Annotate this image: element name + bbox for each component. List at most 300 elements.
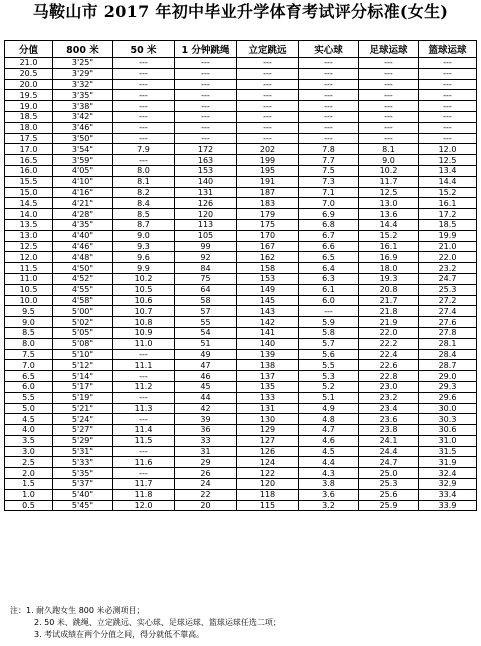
cell-basketball-dribble: 32.9 bbox=[419, 479, 477, 490]
table-row bbox=[5, 489, 477, 500]
cell-50m: 11.1 bbox=[113, 360, 175, 371]
cell-score: 9.0 bbox=[5, 317, 53, 328]
table-body bbox=[5, 58, 477, 511]
cell-standing-long-jump: 195 bbox=[237, 165, 299, 176]
cell-football-dribble: 10.2 bbox=[359, 165, 419, 176]
cell-score: 18.0 bbox=[5, 122, 53, 133]
cell-standing-long-jump: 142 bbox=[237, 317, 299, 328]
score-table bbox=[4, 40, 477, 511]
cell-medicine-ball: 4.8 bbox=[299, 414, 359, 425]
table-row bbox=[5, 176, 477, 187]
cell-medicine-ball: 7.0 bbox=[299, 198, 359, 209]
cell-rope-skipping: 58 bbox=[175, 295, 237, 306]
cell-basketball-dribble: 28.1 bbox=[419, 338, 477, 349]
table-row bbox=[5, 381, 477, 392]
cell-basketball-dribble: 30.0 bbox=[419, 403, 477, 414]
header-medicine-ball: 实心球 bbox=[299, 41, 359, 58]
cell-standing-long-jump: 126 bbox=[237, 446, 299, 457]
cell-50m: 8.0 bbox=[113, 165, 175, 176]
cell-football-dribble: 24.7 bbox=[359, 457, 419, 468]
cell-standing-long-jump: --- bbox=[237, 133, 299, 144]
cell-50m: 10.9 bbox=[113, 327, 175, 338]
cell-50m: --- bbox=[113, 392, 175, 403]
header-score: 分值 bbox=[5, 41, 53, 58]
cell-football-dribble: --- bbox=[359, 90, 419, 101]
cell-score: 18.5 bbox=[5, 111, 53, 122]
cell-football-dribble: --- bbox=[359, 68, 419, 79]
cell-basketball-dribble: --- bbox=[419, 79, 477, 90]
cell-rope-skipping: 126 bbox=[175, 198, 237, 209]
cell-800m: 4'48" bbox=[53, 252, 113, 263]
cell-football-dribble: --- bbox=[359, 111, 419, 122]
cell-football-dribble: 23.4 bbox=[359, 403, 419, 414]
cell-football-dribble: 25.9 bbox=[359, 500, 419, 511]
cell-medicine-ball: 6.3 bbox=[299, 273, 359, 284]
cell-50m: 8.2 bbox=[113, 187, 175, 198]
cell-medicine-ball: 4.9 bbox=[299, 403, 359, 414]
note-2: 2. 50 米、跳绳、立定跳远、实心球、足球运球、篮球运球任选二项； bbox=[34, 618, 281, 627]
cell-medicine-ball: 3.6 bbox=[299, 489, 359, 500]
table-row bbox=[5, 446, 477, 457]
cell-score: 13.0 bbox=[5, 230, 53, 241]
cell-score: 7.0 bbox=[5, 360, 53, 371]
cell-standing-long-jump: 137 bbox=[237, 371, 299, 382]
cell-score: 11.0 bbox=[5, 273, 53, 284]
cell-800m: 5'17" bbox=[53, 381, 113, 392]
cell-50m: 10.5 bbox=[113, 284, 175, 295]
cell-rope-skipping: 153 bbox=[175, 165, 237, 176]
cell-score: 10.5 bbox=[5, 284, 53, 295]
cell-score: 14.0 bbox=[5, 209, 53, 220]
cell-medicine-ball: 6.4 bbox=[299, 263, 359, 274]
document-title: 马鞍山市 2017 年初中毕业升学体育考试评分标准(女生) bbox=[32, 2, 449, 21]
cell-score: 5.0 bbox=[5, 403, 53, 414]
cell-football-dribble: 12.5 bbox=[359, 187, 419, 198]
cell-medicine-ball: --- bbox=[299, 133, 359, 144]
cell-standing-long-jump: 139 bbox=[237, 349, 299, 360]
cell-rope-skipping: 24 bbox=[175, 479, 237, 490]
cell-medicine-ball: 4.7 bbox=[299, 425, 359, 436]
cell-standing-long-jump: 143 bbox=[237, 306, 299, 317]
cell-800m: 5'37" bbox=[53, 479, 113, 490]
cell-medicine-ball: 7.1 bbox=[299, 187, 359, 198]
cell-score: 8.5 bbox=[5, 327, 53, 338]
cell-800m: 3'59" bbox=[53, 155, 113, 166]
cell-football-dribble: --- bbox=[359, 79, 419, 90]
cell-football-dribble: 22.6 bbox=[359, 360, 419, 371]
cell-rope-skipping: 57 bbox=[175, 306, 237, 317]
cell-800m: 5'10" bbox=[53, 349, 113, 360]
table-row bbox=[5, 479, 477, 490]
cell-50m: 9.9 bbox=[113, 263, 175, 274]
cell-rope-skipping: 92 bbox=[175, 252, 237, 263]
header-50m: 50 米 bbox=[113, 41, 175, 58]
cell-standing-long-jump: 153 bbox=[237, 273, 299, 284]
cell-medicine-ball: --- bbox=[299, 58, 359, 69]
cell-rope-skipping: 120 bbox=[175, 209, 237, 220]
cell-50m: 8.7 bbox=[113, 219, 175, 230]
cell-basketball-dribble: --- bbox=[419, 101, 477, 112]
cell-football-dribble: 14.4 bbox=[359, 219, 419, 230]
table-row bbox=[5, 425, 477, 436]
cell-800m: 3'46" bbox=[53, 122, 113, 133]
table-row bbox=[5, 133, 477, 144]
cell-medicine-ball: 5.9 bbox=[299, 317, 359, 328]
cell-medicine-ball: 4.3 bbox=[299, 468, 359, 479]
cell-800m: 4'05" bbox=[53, 165, 113, 176]
cell-800m: 4'35" bbox=[53, 219, 113, 230]
cell-800m: 5'31" bbox=[53, 446, 113, 457]
cell-medicine-ball: 6.0 bbox=[299, 295, 359, 306]
cell-basketball-dribble: 27.8 bbox=[419, 327, 477, 338]
cell-standing-long-jump: 149 bbox=[237, 284, 299, 295]
header-800m: 800 米 bbox=[53, 41, 113, 58]
table-row bbox=[5, 79, 477, 90]
cell-50m: 11.0 bbox=[113, 338, 175, 349]
cell-medicine-ball: 7.8 bbox=[299, 144, 359, 155]
table-row bbox=[5, 306, 477, 317]
cell-basketball-dribble: --- bbox=[419, 133, 477, 144]
cell-50m: 12.0 bbox=[113, 500, 175, 511]
cell-score: 15.5 bbox=[5, 176, 53, 187]
cell-800m: 3'42" bbox=[53, 111, 113, 122]
cell-football-dribble: 11.7 bbox=[359, 176, 419, 187]
cell-50m: 9.6 bbox=[113, 252, 175, 263]
cell-standing-long-jump: --- bbox=[237, 111, 299, 122]
cell-basketball-dribble: 32.4 bbox=[419, 468, 477, 479]
table-row bbox=[5, 241, 477, 252]
cell-medicine-ball: --- bbox=[299, 122, 359, 133]
cell-50m: 10.8 bbox=[113, 317, 175, 328]
cell-800m: 5'05" bbox=[53, 327, 113, 338]
cell-score: 3.5 bbox=[5, 435, 53, 446]
notes bbox=[10, 605, 281, 641]
cell-football-dribble: 9.0 bbox=[359, 155, 419, 166]
cell-standing-long-jump: 170 bbox=[237, 230, 299, 241]
cell-basketball-dribble: --- bbox=[419, 111, 477, 122]
cell-football-dribble: 19.3 bbox=[359, 273, 419, 284]
table-row bbox=[5, 284, 477, 295]
cell-football-dribble: 22.2 bbox=[359, 338, 419, 349]
cell-score: 16.5 bbox=[5, 155, 53, 166]
table-row bbox=[5, 101, 477, 112]
header-basketball-dribble: 篮球运球 bbox=[419, 41, 477, 58]
cell-medicine-ball: 6.7 bbox=[299, 230, 359, 241]
table-row bbox=[5, 230, 477, 241]
table-row bbox=[5, 165, 477, 176]
cell-football-dribble: 24.1 bbox=[359, 435, 419, 446]
cell-football-dribble: 13.0 bbox=[359, 198, 419, 209]
cell-football-dribble: 22.8 bbox=[359, 371, 419, 382]
cell-football-dribble: 18.0 bbox=[359, 263, 419, 274]
cell-800m: 4'46" bbox=[53, 241, 113, 252]
cell-standing-long-jump: 115 bbox=[237, 500, 299, 511]
cell-50m: --- bbox=[113, 58, 175, 69]
cell-rope-skipping: 163 bbox=[175, 155, 237, 166]
cell-basketball-dribble: 30.6 bbox=[419, 425, 477, 436]
cell-medicine-ball: --- bbox=[299, 111, 359, 122]
cell-standing-long-jump: 199 bbox=[237, 155, 299, 166]
cell-football-dribble: 13.6 bbox=[359, 209, 419, 220]
cell-football-dribble: 16.1 bbox=[359, 241, 419, 252]
cell-football-dribble: --- bbox=[359, 133, 419, 144]
cell-basketball-dribble: 29.6 bbox=[419, 392, 477, 403]
cell-score: 12.5 bbox=[5, 241, 53, 252]
cell-score: 8.0 bbox=[5, 338, 53, 349]
cell-medicine-ball: 5.7 bbox=[299, 338, 359, 349]
table-row bbox=[5, 155, 477, 166]
cell-800m: 4'52" bbox=[53, 273, 113, 284]
cell-score: 17.0 bbox=[5, 144, 53, 155]
cell-800m: 3'29" bbox=[53, 68, 113, 79]
cell-medicine-ball: 5.1 bbox=[299, 392, 359, 403]
cell-standing-long-jump: 162 bbox=[237, 252, 299, 263]
cell-50m: --- bbox=[113, 68, 175, 79]
cell-50m: --- bbox=[113, 90, 175, 101]
cell-800m: 5'27" bbox=[53, 425, 113, 436]
cell-rope-skipping: 47 bbox=[175, 360, 237, 371]
cell-standing-long-jump: 138 bbox=[237, 360, 299, 371]
cell-standing-long-jump: 133 bbox=[237, 392, 299, 403]
cell-basketball-dribble: 14.4 bbox=[419, 176, 477, 187]
cell-basketball-dribble: 25.3 bbox=[419, 284, 477, 295]
header-football-dribble: 足球运球 bbox=[359, 41, 419, 58]
cell-score: 1.5 bbox=[5, 479, 53, 490]
cell-score: 11.5 bbox=[5, 263, 53, 274]
cell-50m: 11.5 bbox=[113, 435, 175, 446]
cell-basketball-dribble: 18.5 bbox=[419, 219, 477, 230]
cell-standing-long-jump: 187 bbox=[237, 187, 299, 198]
cell-basketball-dribble: 15.2 bbox=[419, 187, 477, 198]
cell-50m: --- bbox=[113, 468, 175, 479]
cell-medicine-ball: 3.8 bbox=[299, 479, 359, 490]
cell-standing-long-jump: --- bbox=[237, 68, 299, 79]
table-row bbox=[5, 58, 477, 69]
table-row bbox=[5, 371, 477, 382]
cell-standing-long-jump: 129 bbox=[237, 425, 299, 436]
note-3: 3. 考试成绩在两个分值之间，得分就低不靠高。 bbox=[34, 630, 205, 639]
cell-football-dribble: 25.6 bbox=[359, 489, 419, 500]
cell-football-dribble: 23.8 bbox=[359, 425, 419, 436]
cell-basketball-dribble: 30.3 bbox=[419, 414, 477, 425]
cell-50m: --- bbox=[113, 371, 175, 382]
cell-800m: 4'10" bbox=[53, 176, 113, 187]
cell-800m: 4'58" bbox=[53, 295, 113, 306]
cell-standing-long-jump: 167 bbox=[237, 241, 299, 252]
cell-medicine-ball: --- bbox=[299, 101, 359, 112]
cell-basketball-dribble: 12.0 bbox=[419, 144, 477, 155]
cell-50m: 11.8 bbox=[113, 489, 175, 500]
cell-800m: 3'50" bbox=[53, 133, 113, 144]
cell-score: 7.5 bbox=[5, 349, 53, 360]
cell-rope-skipping: 131 bbox=[175, 187, 237, 198]
table-row bbox=[5, 122, 477, 133]
cell-medicine-ball: --- bbox=[299, 68, 359, 79]
table-row bbox=[5, 68, 477, 79]
cell-50m: --- bbox=[113, 155, 175, 166]
cell-rope-skipping: 64 bbox=[175, 284, 237, 295]
table-row bbox=[5, 414, 477, 425]
cell-50m: 11.7 bbox=[113, 479, 175, 490]
cell-rope-skipping: --- bbox=[175, 90, 237, 101]
table-row bbox=[5, 338, 477, 349]
cell-standing-long-jump: 140 bbox=[237, 338, 299, 349]
cell-800m: 5'40" bbox=[53, 489, 113, 500]
cell-basketball-dribble: 24.7 bbox=[419, 273, 477, 284]
cell-score: 13.5 bbox=[5, 219, 53, 230]
table-row bbox=[5, 144, 477, 155]
cell-50m: 8.5 bbox=[113, 209, 175, 220]
cell-800m: 5'00" bbox=[53, 306, 113, 317]
cell-score: 21.0 bbox=[5, 58, 53, 69]
cell-rope-skipping: --- bbox=[175, 68, 237, 79]
cell-50m: --- bbox=[113, 133, 175, 144]
cell-rope-skipping: 33 bbox=[175, 435, 237, 446]
cell-50m: 7.9 bbox=[113, 144, 175, 155]
cell-800m: 5'12" bbox=[53, 360, 113, 371]
cell-basketball-dribble: 16.1 bbox=[419, 198, 477, 209]
table-row bbox=[5, 187, 477, 198]
table-row bbox=[5, 198, 477, 209]
cell-rope-skipping: --- bbox=[175, 133, 237, 144]
cell-standing-long-jump: 120 bbox=[237, 479, 299, 490]
table-row bbox=[5, 327, 477, 338]
cell-football-dribble: --- bbox=[359, 58, 419, 69]
cell-standing-long-jump: --- bbox=[237, 101, 299, 112]
cell-score: 17.5 bbox=[5, 133, 53, 144]
cell-rope-skipping: 172 bbox=[175, 144, 237, 155]
cell-medicine-ball: 5.3 bbox=[299, 371, 359, 382]
cell-basketball-dribble: 28.4 bbox=[419, 349, 477, 360]
cell-football-dribble: 15.2 bbox=[359, 230, 419, 241]
header-standing-long-jump: 立定跳远 bbox=[237, 41, 299, 58]
table-row bbox=[5, 403, 477, 414]
cell-score: 19.5 bbox=[5, 90, 53, 101]
cell-football-dribble: 20.8 bbox=[359, 284, 419, 295]
cell-score: 6.0 bbox=[5, 381, 53, 392]
cell-50m: 8.4 bbox=[113, 198, 175, 209]
table-row bbox=[5, 349, 477, 360]
cell-football-dribble: 21.8 bbox=[359, 306, 419, 317]
cell-basketball-dribble: 27.4 bbox=[419, 306, 477, 317]
cell-basketball-dribble: 33.4 bbox=[419, 489, 477, 500]
cell-basketball-dribble: 29.3 bbox=[419, 381, 477, 392]
cell-rope-skipping: 36 bbox=[175, 425, 237, 436]
cell-800m: 3'25" bbox=[53, 58, 113, 69]
cell-basketball-dribble: 22.0 bbox=[419, 252, 477, 263]
cell-800m: 5'02" bbox=[53, 317, 113, 328]
table-row bbox=[5, 457, 477, 468]
cell-basketball-dribble: 27.2 bbox=[419, 295, 477, 306]
cell-football-dribble: 23.0 bbox=[359, 381, 419, 392]
cell-800m: 4'28" bbox=[53, 209, 113, 220]
cell-rope-skipping: --- bbox=[175, 101, 237, 112]
cell-50m: --- bbox=[113, 101, 175, 112]
cell-basketball-dribble: --- bbox=[419, 58, 477, 69]
cell-50m: 10.2 bbox=[113, 273, 175, 284]
cell-standing-long-jump: 202 bbox=[237, 144, 299, 155]
cell-rope-skipping: 113 bbox=[175, 219, 237, 230]
cell-football-dribble: --- bbox=[359, 101, 419, 112]
table-row bbox=[5, 468, 477, 479]
cell-medicine-ball: 6.5 bbox=[299, 252, 359, 263]
cell-800m: 5'45" bbox=[53, 500, 113, 511]
cell-medicine-ball: 4.4 bbox=[299, 457, 359, 468]
cell-score: 15.0 bbox=[5, 187, 53, 198]
cell-score: 0.5 bbox=[5, 500, 53, 511]
cell-50m: --- bbox=[113, 111, 175, 122]
cell-basketball-dribble: 23.2 bbox=[419, 263, 477, 274]
cell-football-dribble: 22.0 bbox=[359, 327, 419, 338]
cell-rope-skipping: 75 bbox=[175, 273, 237, 284]
cell-score: 2.5 bbox=[5, 457, 53, 468]
cell-50m: 11.4 bbox=[113, 425, 175, 436]
cell-basketball-dribble: --- bbox=[419, 68, 477, 79]
cell-standing-long-jump: 175 bbox=[237, 219, 299, 230]
cell-basketball-dribble: 31.0 bbox=[419, 435, 477, 446]
cell-score: 19.0 bbox=[5, 101, 53, 112]
table-row bbox=[5, 219, 477, 230]
cell-score: 20.0 bbox=[5, 79, 53, 90]
cell-basketball-dribble: 13.4 bbox=[419, 165, 477, 176]
cell-basketball-dribble: 29.0 bbox=[419, 371, 477, 382]
cell-800m: 4'50" bbox=[53, 263, 113, 274]
cell-basketball-dribble: 31.9 bbox=[419, 457, 477, 468]
table-row bbox=[5, 295, 477, 306]
cell-50m: 11.2 bbox=[113, 381, 175, 392]
table-row bbox=[5, 209, 477, 220]
cell-rope-skipping: 39 bbox=[175, 414, 237, 425]
cell-standing-long-jump: 124 bbox=[237, 457, 299, 468]
cell-medicine-ball: 6.9 bbox=[299, 209, 359, 220]
table-row bbox=[5, 360, 477, 371]
cell-rope-skipping: 99 bbox=[175, 241, 237, 252]
cell-standing-long-jump: 130 bbox=[237, 414, 299, 425]
cell-50m: 10.6 bbox=[113, 295, 175, 306]
cell-50m: 9.0 bbox=[113, 230, 175, 241]
cell-football-dribble: 16.9 bbox=[359, 252, 419, 263]
cell-football-dribble: 23.2 bbox=[359, 392, 419, 403]
cell-score: 2.0 bbox=[5, 468, 53, 479]
table-row bbox=[5, 273, 477, 284]
cell-medicine-ball: 4.5 bbox=[299, 446, 359, 457]
cell-rope-skipping: --- bbox=[175, 111, 237, 122]
cell-800m: 3'54" bbox=[53, 144, 113, 155]
cell-standing-long-jump: 183 bbox=[237, 198, 299, 209]
cell-basketball-dribble: 21.0 bbox=[419, 241, 477, 252]
cell-medicine-ball: 6.8 bbox=[299, 219, 359, 230]
cell-800m: 5'08" bbox=[53, 338, 113, 349]
cell-rope-skipping: 55 bbox=[175, 317, 237, 328]
cell-score: 20.5 bbox=[5, 68, 53, 79]
table-header-row bbox=[5, 41, 477, 58]
cell-50m: 11.3 bbox=[113, 403, 175, 414]
cell-score: 12.0 bbox=[5, 252, 53, 263]
table-row bbox=[5, 500, 477, 511]
cell-standing-long-jump: 127 bbox=[237, 435, 299, 446]
cell-800m: 5'35" bbox=[53, 468, 113, 479]
cell-basketball-dribble: 28.7 bbox=[419, 360, 477, 371]
cell-800m: 4'40" bbox=[53, 230, 113, 241]
cell-medicine-ball: --- bbox=[299, 90, 359, 101]
cell-football-dribble: 25.3 bbox=[359, 479, 419, 490]
cell-standing-long-jump: --- bbox=[237, 79, 299, 90]
cell-football-dribble: --- bbox=[359, 122, 419, 133]
cell-medicine-ball: 5.5 bbox=[299, 360, 359, 371]
cell-standing-long-jump: 141 bbox=[237, 327, 299, 338]
cell-basketball-dribble: --- bbox=[419, 122, 477, 133]
cell-medicine-ball: 5.8 bbox=[299, 327, 359, 338]
